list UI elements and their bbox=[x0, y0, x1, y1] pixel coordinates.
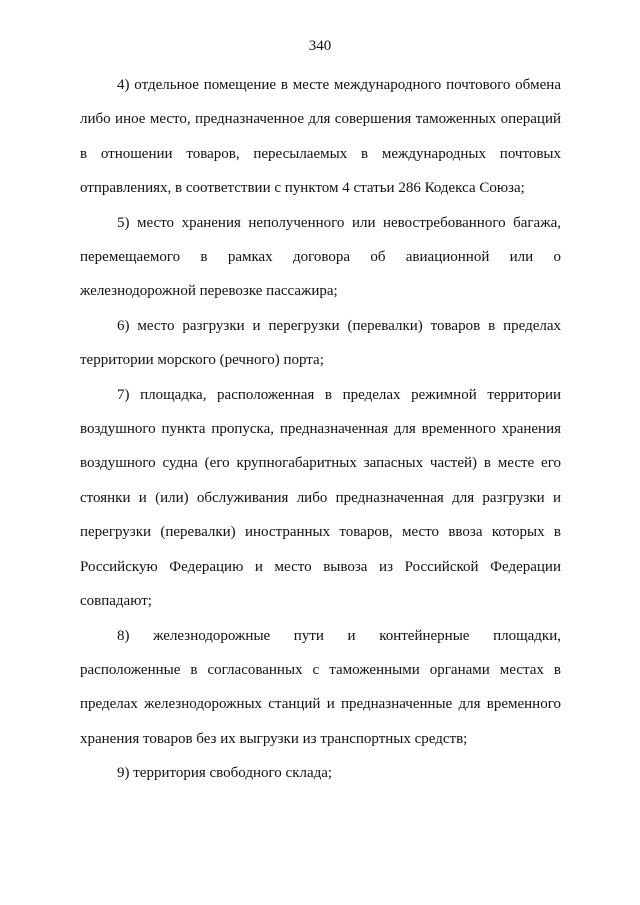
document-body bbox=[80, 68, 561, 791]
list-item: 5) место хранения неполученного или невостребованного багажа, перемещаемого в рамках договора об авиационной или о железнодорожной перевозке пассажира; bbox=[80, 214, 561, 300]
list-item: 7) площадка, расположенная в пределах режимной территории воздушного пункта пропуска, предназначенная для временного хранения воздушного судна (его крупногабаритных запасных частей) в месте его стоянки и (или) обслуживания либо предназначенная для разгрузки и перегрузки (перевалки) иностранных товаров, место ввоза которых в Российскую Федерацию и место вывоза из Российской Федерации совпадают; bbox=[80, 386, 561, 610]
list-item: 8) железнодорожные пути и контейнерные площадки, расположенные в согласованных с таможенными органами местах в пределах железнодорожных станций и предназначенные для временного хранения товаров без их выгрузки из транспортных средств; bbox=[80, 627, 561, 747]
list-item: 9) территория свободного склада; bbox=[117, 765, 333, 782]
list-item: 4) отдельное помещение в месте международного почтового обмена либо иное место, предназначенное для совершения таможенных операций в отношении товаров, пересылаемых в международных почтовых отправлениях, в соответствии с пунктом 4 статьи 286 Кодекса Союза; bbox=[80, 77, 561, 197]
page-number: 340 bbox=[308, 38, 332, 54]
list-item: 6) место разгрузки и перегрузки (перевалки) товаров в пределах территории морского (речного) порта; bbox=[80, 317, 561, 369]
